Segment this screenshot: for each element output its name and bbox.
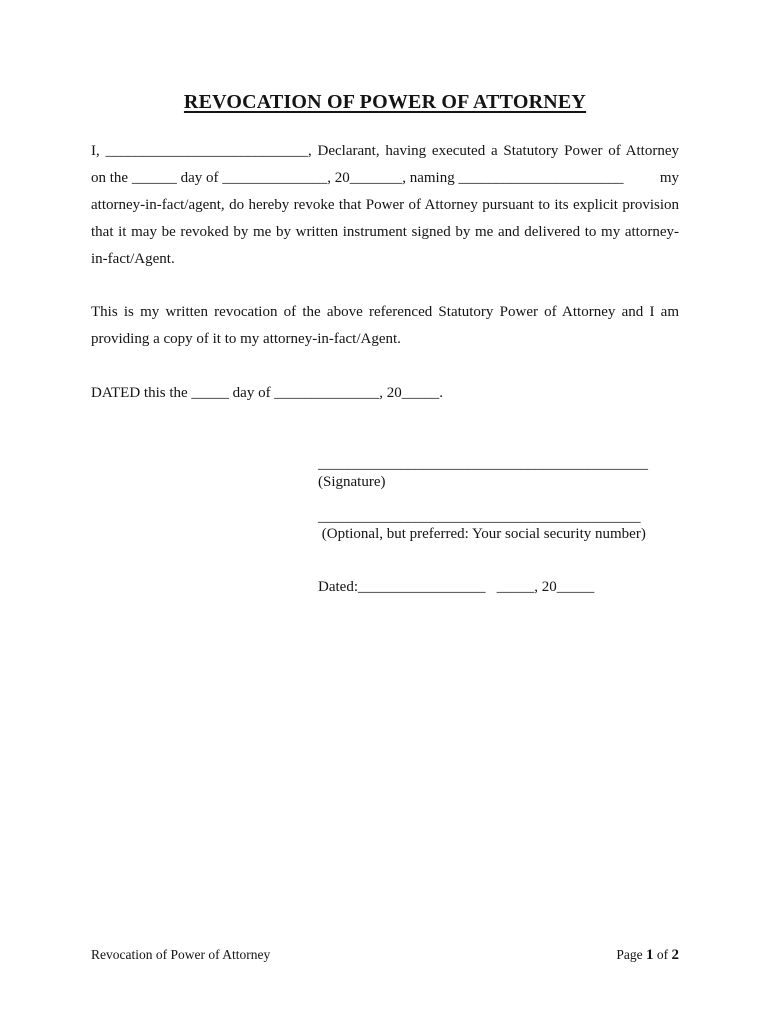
revocation-line-2: providing a copy of it to my attorney-in-fact/Agent. bbox=[91, 331, 401, 347]
ssn-label: (Optional, but preferred: Your social security number) bbox=[318, 526, 646, 542]
page-footer bbox=[91, 946, 679, 964]
total-pages: 2 bbox=[671, 947, 679, 963]
signature-block bbox=[318, 456, 679, 596]
declaration-line-4: that it may be revoked by me by written instrument signed by me and delivered to my attorney- bbox=[91, 224, 679, 240]
revocation-line-1: This is my written revocation of the above referenced Statutory Power of Attorney and I am bbox=[91, 304, 679, 320]
declaration-paragraph bbox=[91, 138, 679, 273]
declaration-line-1: I, ___________________________, Declarant, having executed a Statutory Power of Attorney bbox=[91, 143, 679, 159]
page-number: 1 bbox=[646, 947, 654, 963]
revocation-paragraph bbox=[91, 299, 679, 353]
page-label: Page bbox=[616, 947, 643, 962]
page-indicator bbox=[616, 946, 679, 964]
signature-blank-line: ____________________________________________ bbox=[318, 456, 648, 472]
declaration-line-3: attorney-in-fact/agent, do hereby revoke that Power of Attorney pursuant to its explicit provision bbox=[91, 197, 679, 213]
ssn-blank-line: ___________________________________________ bbox=[318, 508, 641, 525]
footer-document-name: Revocation of Power of Attorney bbox=[91, 947, 271, 962]
signature-dated-row: Dated:_________________ _____, 20_____ bbox=[318, 578, 595, 595]
declaration-line-2 bbox=[91, 165, 679, 192]
declaration-line-2-main: on the ______ day of ______________, 20_______, naming ______________________ bbox=[91, 170, 624, 186]
document-title: REVOCATION OF POWER OF ATTORNEY bbox=[183, 91, 587, 113]
declaration-line-2-end: my bbox=[659, 170, 679, 186]
declaration-line-5: in-fact/Agent. bbox=[91, 251, 175, 267]
dated-line: DATED this the _____ day of ______________, 20_____. bbox=[91, 385, 444, 401]
signature-label: (Signature) bbox=[318, 473, 386, 490]
of-label: of bbox=[656, 947, 669, 962]
